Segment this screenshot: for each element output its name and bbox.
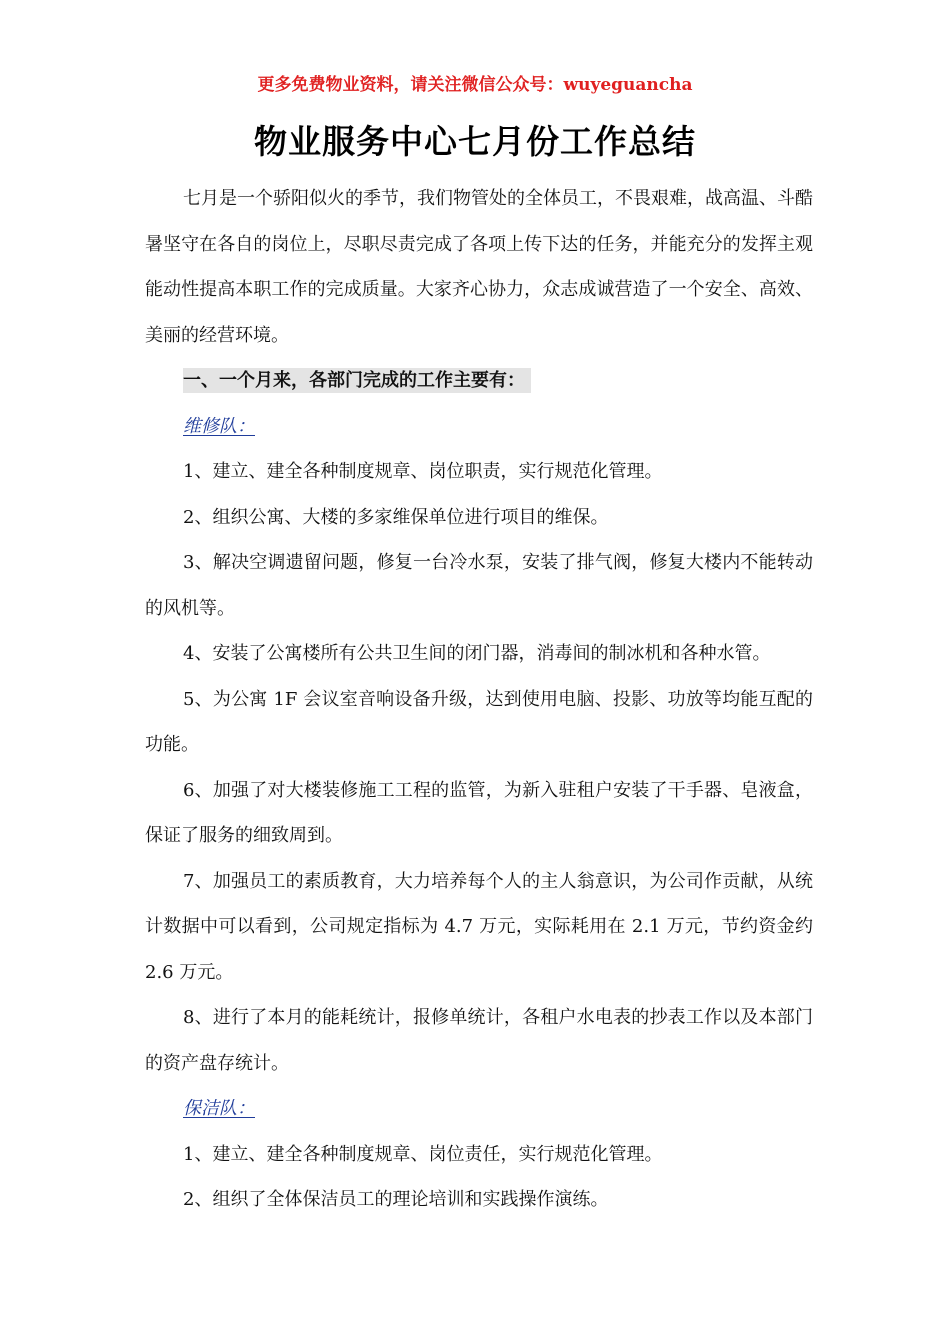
repair-item-3: 3、解决空调遗留问题，修复一台冷水泵，安装了排气阀，修复大楼内不能转动的风机等。 [145, 552, 813, 619]
repair-item-7: 7、加强员工的素质教育，大力培养每个人的主人翁意识，为公司作贡献，从统计数据中可以看到，公司规定指标为 4.7 万元，实际耗用在 2.1 万元，节约资金约 2.6 万元。 [145, 870, 813, 983]
intro-paragraph: 七月是一个骄阳似火的季节，我们物管处的全体员工，不畏艰难，战高温、斗酷暑坚守在各自的岗位上，尽职尽责完成了各项上传下达的任务，并能充分的发挥主观能动性提高本职工作的完成质量。大家齐心协力，众志成诚营造了一个安全、高效、美丽的经营环境。 [145, 188, 813, 346]
cleaning-item-1: 1、建立、建全各种制度规章、岗位责任，实行规范化管理。 [183, 1143, 663, 1165]
section-heading [145, 358, 813, 404]
repair-item-6: 6、加强了对大楼装修施工工程的监管，为新入驻租户安装了干手器、皂液盒，保证了服务的细致周到。 [145, 779, 813, 846]
repair-item-5: 5、为公寓 1F 会议室音响设备升级，达到使用电脑、投影、功放等均能互配的功能。 [145, 688, 813, 755]
cleaning-team-heading-text: 保洁队： [183, 1098, 255, 1119]
cleaning-team-heading [145, 1086, 813, 1132]
repair-item-2: 2、组织公寓、大楼的多家维保单位进行项目的维保。 [183, 506, 609, 528]
repair-team-heading [145, 404, 813, 450]
wechat-notice: 更多免费物业资料，请关注微信公众号：wuyeguancha [257, 75, 693, 95]
repair-team-heading-text: 维修队： [183, 415, 255, 437]
repair-item-4: 4、安装了公寓楼所有公共卫生间的闭门器，消毒间的制冰机和各种水管。 [183, 643, 771, 664]
page-title: 物业服务中心七月份工作总结 [254, 122, 696, 161]
repair-item-8: 8、进行了本月的能耗统计，报修单统计，各租户水电表的抄表工作以及本部门的资产盘存统计。 [145, 1007, 813, 1074]
document-body [145, 176, 813, 1223]
section-heading-text: 一、一个月来，各部门完成的工作主要有： [183, 368, 531, 393]
cleaning-item-2: 2、组织了全体保洁员工的理论培训和实践操作演练。 [183, 1189, 609, 1210]
repair-item-1: 1、建立、建全各种制度规章、岗位职责，实行规范化管理。 [183, 461, 663, 482]
